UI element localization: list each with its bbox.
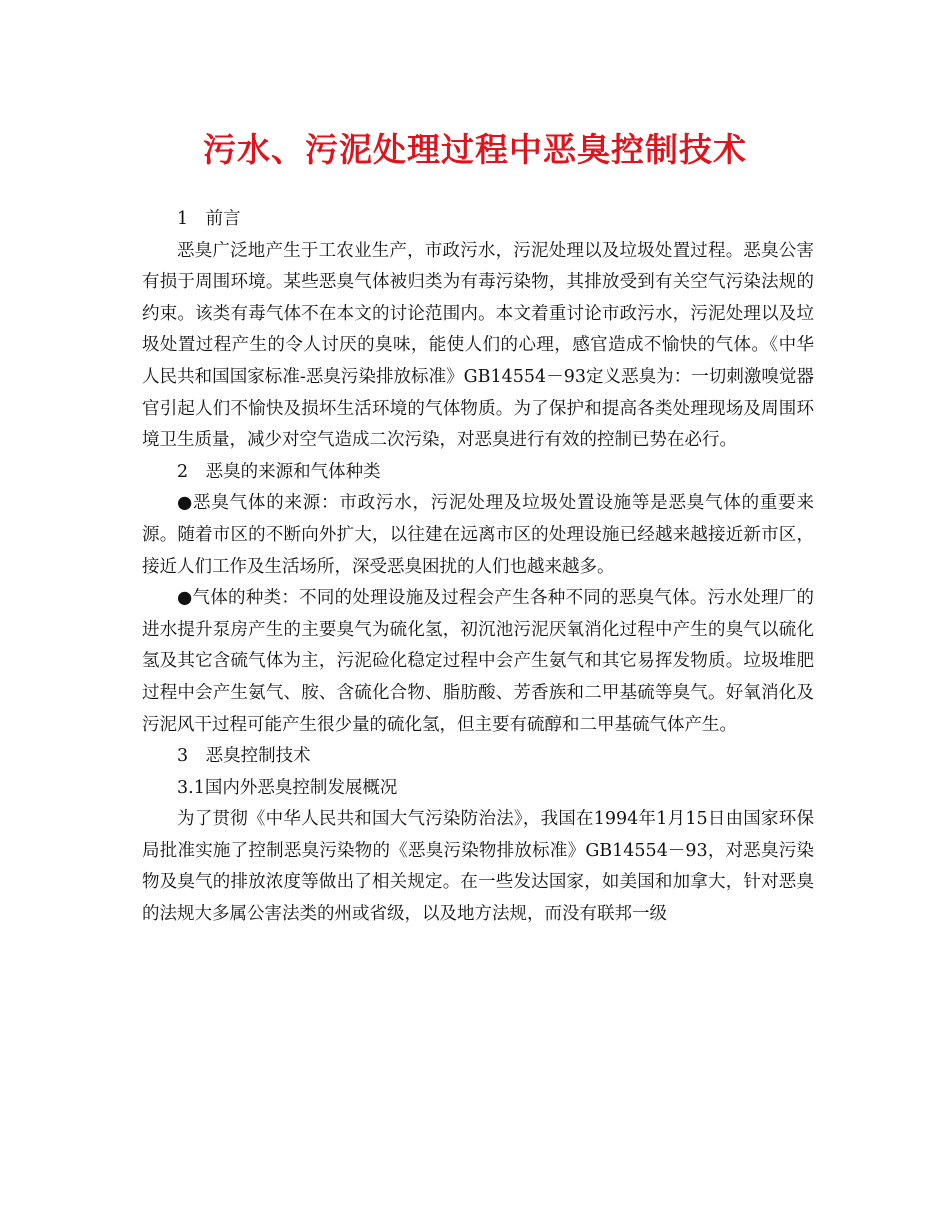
document-title: 污水、污泥处理过程中恶臭控制技术	[203, 130, 747, 169]
paragraph-intro: 恶臭广泛地产生于工农业生产，市政污水，污泥处理以及垃圾处置过程。恶臭公害有损于周围环境。某些恶臭气体被归类为有毒污染物，其排放受到有关空气污染法规的约束。该类有毒气体不在本文的讨论范围内。本文着重讨论市政污水，污泥处理以及垃圾处置过程产生的令人讨厌的臭味，能使人们的心理，感官造成不愉快的气体。《中华人民共和国国家标准-恶臭污染排放标准》GB14554－93定义恶臭为：一切刺激嗅觉器官引起人们不愉快及损坏生活环境的气体物质。为了保护和提高各类处理现场及周围环境卫生质量，减少对空气造成二次污染，对恶臭进行有效的控制已势在必行。	[142, 240, 814, 451]
paragraph-regulations: 为了贯彻《中华人民共和国大气污染防治法》，我国在1994年1月15日由国家环保局批准实施了控制恶臭污染物的《恶臭污染物排放标准》GB14554－93，对恶臭污染物及臭气的排放浓度等做出了相关规定。在一些发达国家，如美国和加拿大，针对恶臭的法规大多属公害法类的州或省级，以及地方法规，而没有联邦一级	[142, 809, 814, 925]
paragraph-odor-sources: ●恶臭气体的来源：市政污水，污泥处理及垃圾处置设施等是恶臭气体的重要来源。随着市区的不断向外扩大，以往建在远离市区的处理设施已经越来越接近新市区，接近人们工作及生活场所，深受恶臭困扰的人们也越来越多。	[142, 493, 814, 577]
paragraph-gas-types: ●气体的种类：不同的处理设施及过程会产生各种不同的恶臭气体。污水处理厂的进水提升泵房产生的主要臭气为硫化氢，初沉池污泥厌氧消化过程中产生的臭气以硫化氢及其它含硫气体为主，污泥硷化稳定过程中会产生氨气和其它易挥发物质。垃圾堆肥过程中会产生氨气、胺、含硫化合物、脂肪酸、芳香族和二甲基硫等臭气。好氧消化及污泥风干过程可能产生很少量的硫化氢，但主要有硫醇和二甲基硫气体产生。	[142, 588, 814, 735]
subsection-heading-overview: 3.1国内外恶臭控制发展概况	[177, 777, 398, 798]
section-heading-intro: 1 前言	[177, 209, 241, 229]
section-heading-sources: 2 恶臭的来源和气体种类	[177, 461, 381, 482]
section-heading-control: 3 恶臭控制技术	[177, 746, 311, 767]
document-body	[142, 204, 814, 931]
